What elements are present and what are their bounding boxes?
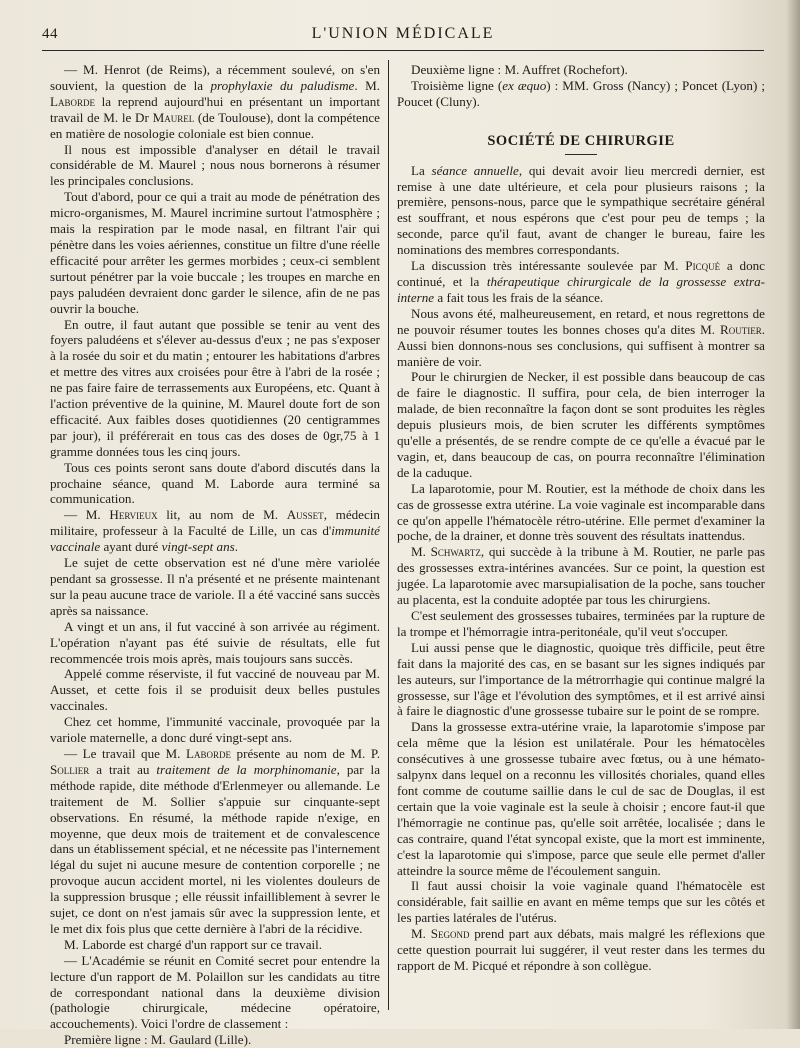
- text-run: a donc continué, et la: [397, 258, 765, 289]
- author-name: Ausset: [286, 507, 324, 523]
- italic-run: prophylaxie du paludisme: [210, 77, 355, 93]
- paragraph: Première ligne : M. Gaulard (Lille).: [64, 1032, 252, 1048]
- page-edge-shadow: [786, 0, 800, 1029]
- paragraph: Chez cet homme, l'immunité vaccinale, provoquée par la variole maternelle, a donc duré vingt-sept ans.: [50, 714, 380, 746]
- italic-run: traitement de la morphinomanie: [156, 761, 337, 777]
- text-run: présente au nom de M. P.: [231, 745, 380, 761]
- paragraph: Pour le chirurgien de Necker, il est possible dans beaucoup de cas de faire le diagnostic. Il suffira, pour cela, de bien interroger la malade, de bien reconnaître la façon dont se sont produites les règles depuis plusieurs mois, de bien scruter les différents symptômes qu'elle a présentés, de se rendre compte de ce qu'elle a évacué par le vagin, et, dans beaucoup de cas, on pourra reconnaître l'élimination de la caduque.: [397, 369, 765, 480]
- text-run: — M. Henrot (de Reims), a récemment soulevé, on s'en souvient, la question de la: [50, 62, 380, 93]
- paragraph: Lui aussi pense que le diagnostic, quoique très difficile, peut être fait dans la majorité des cas, en se basant sur les signes indiqués par les auteurs, sur l'importance de la métrorrhagie qui continue malgré la grossesse, sur l'âge et l'évolution des symptômes, et il est arrivé ainsi à faire le diagnostic d'une grossesse tubaire sur le point de se rompre.: [397, 639, 765, 719]
- italic-run: séance annuelle: [431, 162, 519, 178]
- paragraph: En outre, il faut autant que possible se tenir au vent des foyers paludéens et s'élever au-dessus d'eux ; ne pas s'exposer à la rosée du soir et du matin ; entourer les habitations d'arbres et mettre des vitres aux croisées pour être à l'abri de la rosée ; ne pas faire faire de terrassements aux Européens, etc. Quant à l'action préventive de la quinine, M. Maurel doute fort de son efficacité. Aux faibles doses quotidiennes (20 centigrammes par jour), il préférerait en tous cas des doses de 0gr,75 à 1 gramme données tous les cinq jours.: [50, 316, 380, 459]
- text-run: M.: [411, 544, 431, 560]
- author-name: Sollier: [50, 761, 90, 777]
- paragraph: [397, 258, 765, 306]
- paragraph: Il faut aussi choisir la voie vaginale quand l'hématocèle est considérable, fait saillie en avant en même temps que sur les côtés et les parties latérales de l'utérus.: [397, 878, 765, 926]
- paragraph: Il nous est impossible d'analyser en détail le travail considérable de M. Maurel ; nous nous bornerons à résumer les principales conclusions.: [50, 141, 380, 189]
- text-run: — Le travail que M.: [64, 745, 186, 761]
- text-run: , qui devait avoir lieu mercredi dernier, est remise à une date ultérieure, et cela pour plusieurs raisons ; la première, pensons-nous, parce que le sympathique secrétaire général est souffrant, et nous espérons que c'est pour peu de temps ; la seconde, parce qu'il faut, avant de changer le bureau, faire les nominations des membres correspondants.: [397, 162, 765, 258]
- text-run: la reprend aujourd'hui en présentant un important travail de M. le Dr: [50, 93, 380, 125]
- text-run: La discussion très intéressante soulevée par M.: [411, 258, 686, 274]
- text-run: , qui succède à la tribune à M. Routier, ne parle pas des grossesses extra-intérines avancées. Sur ce point, la question est jugée. La laparotomie avec marsupialisation de la poche, sans toucher au placenta, est la conduite adoptée par tous les chirurgiens.: [397, 544, 765, 608]
- paragraph: Deuxième ligne : M. Auffret (Rochefort).: [411, 62, 628, 77]
- italic-run: thérapeutique chirurgicale de la grossesse extra-interne: [397, 273, 765, 305]
- italic-run: ex æquo: [502, 77, 547, 93]
- running-title: L'UNION MÉDICALE: [311, 25, 495, 42]
- author-name: Hervieux: [109, 507, 158, 523]
- text-run: .: [234, 539, 239, 555]
- text-run: ) : MM. Gross (Nancy) ; Poncet (Lyon) ; Poucet (Cluny).: [397, 77, 765, 109]
- paragraph: Dans la grossesse extra-utérine vraie, la laparotomie s'impose par cela même que la lésion est unilatérale. Pour les hématocèles consécutives à une grossesse tubaire avec fœtus, ou à une hémato-salpynx dans lequel on a reconnu les villosités choriales, quand elles font comme de coutume saillie dans le cul de sac de Douglas, il est certain que la voie vaginale est la seule à choisir ; encore faut-il que l'hémorragie ne continue pas, qu'elle soit arrêtée, localisée ; dans le cas contraire, quand l'état syncopal existe, que la mort est imminente, c'est la laparotomie qui s'impose, parce que seule elle permet d'aller atteindre la source même de l'écoulement sanguin.: [397, 719, 765, 878]
- paragraph: C'est seulement des grossesses tubaires, terminées par la rupture de la trompe et l'hémorragie intra-peritonéale, qu'il veut s'occuper.: [397, 608, 765, 639]
- text-run: . Aussi bien donnons-nous ses conclusions, qui suffisent à montrer sa manière de voir.: [397, 321, 765, 369]
- author-name: Laborde: [185, 745, 231, 761]
- paragraph: M. Laborde est chargé d'un rapport sur ce travail.: [64, 936, 323, 952]
- author-name: Segond: [430, 926, 470, 942]
- paragraph: Tout d'abord, pour ce qui a trait au mode de pénétration des micro-organismes, M. Maurel incrimine surtout l'atmosphère ; mais la respiration par le mode nasal, en filtrant l'air qui pénètre dans les voies aériennes, constitue un filtre d'une réelle efficacité pour arrêter les germes morbides ; ceux-ci semblent surtout pénétrer par la voie buccale ; les troupes en marche en pays paludéen devraient donc garder le silence, afin de ne pas ouvrir la bouche.: [50, 189, 380, 316]
- italic-run: immunité vaccinale: [50, 523, 380, 555]
- right-column: [397, 62, 765, 974]
- author-name: Routier: [719, 321, 762, 337]
- paragraph: [397, 163, 765, 258]
- text-run: lit, au nom de M.: [157, 507, 287, 523]
- section-title: SOCIÉTÉ DE CHIRURGIE: [487, 132, 675, 149]
- author-name: Maurel: [152, 109, 195, 125]
- author-name: Laborde: [50, 93, 96, 109]
- text-run: — M.: [64, 507, 110, 523]
- paragraph: [397, 78, 765, 110]
- page-header: [42, 24, 764, 48]
- paragraph: Appelé comme réserviste, il fut vacciné de nouveau par M. Ausset, et cette fois il se produisit deux belles pustules vaccinales.: [50, 666, 380, 714]
- text-run: a trait au: [89, 761, 157, 777]
- author-name: Picqué: [685, 258, 721, 274]
- paragraph: A vingt et un ans, il fut vacciné à son arrivée au régiment. L'opération n'ayant pas été suivie de résultats, elle fut recommencée trois mois après, mais toujours sans succès.: [50, 618, 380, 666]
- text-run: a fait tous les frais de la séance.: [434, 289, 604, 305]
- paragraph-paludisme: [50, 62, 380, 142]
- text-run: Troisième ligne (: [411, 77, 503, 93]
- paragraph: Tous ces points seront sans doute d'abord discutés dans la prochaine séance, quand M. Laborde aura terminé sa communication.: [50, 459, 380, 507]
- text-run: , médecin militaire, professeur à la Faculté de Lille, un cas d': [50, 507, 380, 539]
- page-number: 44: [42, 26, 58, 42]
- author-name: Schwartz: [430, 544, 481, 560]
- text-run: prend part aux débats, mais malgré les réflexions que cette question pourrait lui suggérer, il veut rester dans les termes du rapport de M. Picqué et répondre à son collègue.: [397, 926, 765, 973]
- paragraph: [397, 544, 765, 608]
- text-run: (de Toulouse), dont la compétence en matière de nosologie coloniale est bien connue.: [50, 109, 380, 141]
- text-run: Nous avons été, malheureusement, en retard, et nous regrettons de ne pouvoir résumer toutes les bonnes choses qu'a dites M.: [397, 305, 765, 337]
- paragraph-morphinomanie: [50, 746, 380, 937]
- paragraph: Le sujet de cette observation est né d'une mère variolée pendant sa grossesse. Il n'a présenté et ne présente maintenant sur la peau aucune trace de variole. Il a été vacciné sans succès après sa naissance.: [50, 555, 380, 618]
- header-rule: [42, 50, 764, 51]
- text-run: , par la méthode rapide, dite méthode d'Erlenmeyer ou allemande. Le traitement de M. Sollier s'appuie sur cinquante-sept observations. En résumé, la méthode rapide n'exige, en moyenne, que deux mois de traitement et de convalescence dans un établissement spécial, et ne nécessite pas l'internement légal du sujet ni aucune mesure de contention corporelle ; ne provoque aucun accident mortel, ni les violentes douleurs de la suppression brusque ; elle réussit infailliblement à sevrer le sujet, ce dont on n'est jamais sûr avec la suppression lente, et le met dix fois plus que cette dernière à l'abri de la récidive.: [50, 761, 381, 936]
- text-run: La: [411, 162, 432, 178]
- paragraph: La laparotomie, pour M. Routier, est la méthode de choix dans les cas de grossesse extra utérine. La voie vaginale est incomparable dans ce qu'on appelle l'hématocèle rétro-utérine. Elle permet d'examiner la poche, de la drainer, et donne très souvent des résultats inattendus.: [397, 480, 765, 544]
- paragraph: [397, 306, 765, 370]
- column-divider: [388, 60, 389, 1010]
- paragraph: — L'Académie se réunit en Comité secret pour entendre la lecture d'un rapport de M. Polaillon sur les candidats au titre de correspondant national dans la deuxième division (pathologie chirurgicale, médecine opératoire, accouchements). Voici l'ordre de classement :: [50, 952, 380, 1032]
- italic-run: vingt-sept ans: [161, 539, 235, 555]
- paragraph: [397, 926, 765, 974]
- text-run: . M.: [354, 77, 381, 93]
- left-column: [50, 62, 380, 1048]
- paragraph-immunite: [50, 507, 380, 555]
- text-run: ayant duré: [100, 539, 162, 555]
- text-run: M.: [411, 926, 431, 942]
- section-rule: [565, 154, 597, 155]
